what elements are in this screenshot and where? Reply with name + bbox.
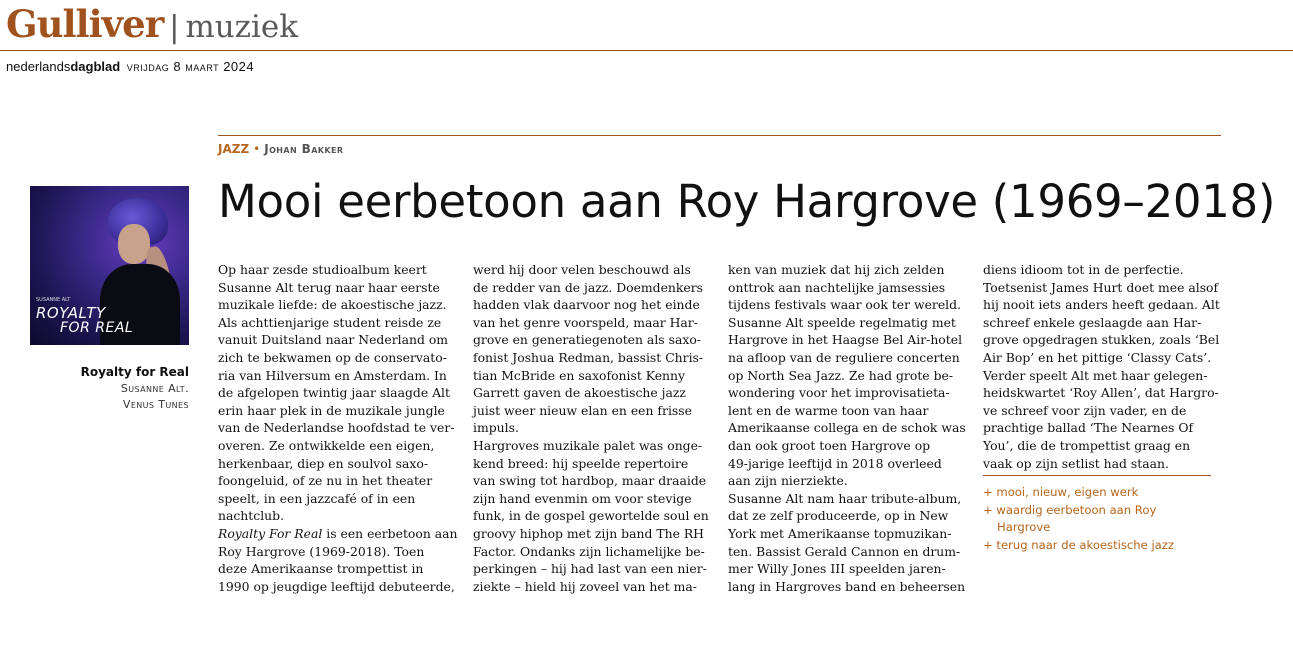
text-line: 49-jarige leeftijd in 2018 overleed (728, 455, 942, 471)
text-line: Hargroves muzikale palet was onge- (473, 437, 703, 453)
text-line: werd hij door velen beschouwd als (473, 262, 691, 277)
text-line: Royalty For Real is een eerbetoon aan (218, 525, 458, 541)
paper-name-part-1: nederlands (6, 59, 71, 74)
album-artist: Susanne Alt. (120, 382, 189, 395)
cover-title-line-1: ROYALTY (36, 304, 106, 322)
text-line: Op haar zesde studioalbum keert (218, 262, 427, 277)
text-line: de redder van de jazz. Doemdenkers (473, 279, 704, 295)
text-line: hij nooit iets anders heeft gedaan. Alt (983, 297, 1220, 313)
text-line: na afloop van de reguliere concerten (728, 349, 960, 365)
kicker-bullet: • (253, 142, 261, 156)
text-line: Garrett gaven de akoestische jazz (473, 385, 686, 401)
text-line: groovy hiphop met zijn band The RH (473, 525, 704, 541)
text-line: vanuit Duitsland naar Nederland om (218, 332, 449, 348)
text-line: tian McBride en saxofonist Kenny (473, 367, 685, 383)
verdict-item: + terug naar de akoestische jazz (983, 537, 1174, 552)
album-title: Royalty for Real (80, 365, 189, 379)
text-line: schreef enkele geslaagde aan Har- (983, 314, 1202, 330)
text-line: erin haar plek in de muzikale jungle (218, 402, 445, 418)
text-line: ria van Hilversum en Amsterdam. In (218, 367, 447, 383)
text-line: dan ook groot toen Hargrove op (728, 437, 931, 453)
genre-label: JAZZ (218, 142, 250, 156)
cover-artist-text: SUSANNE ALT (36, 297, 71, 303)
text-line: lang in Hargroves band en beheersen (728, 578, 966, 594)
text-line: van swing tot hardbop, maar draaide (473, 473, 707, 489)
verdict-item-continuation: Hargrove (997, 520, 1051, 534)
article-column-2 (473, 261, 717, 595)
album-title-italic: Royalty For Real (218, 525, 323, 541)
text-line: funk, in de gospel gewortelde soul en (473, 508, 709, 524)
text-line: van het genre voorspeld, maar Har- (473, 314, 698, 330)
text-line: zich te bekwamen op de conservato- (218, 349, 447, 365)
text-line: Factor. Ondanks zijn lichamelijke be- (473, 543, 705, 559)
masthead (6, 2, 298, 48)
text-line: Susanne Alt speelde regelmatig met (728, 314, 956, 330)
text-line: Verder speelt Alt met haar gelegen- (983, 367, 1208, 383)
text-line: perkingen – hij had last van een nier- (473, 561, 707, 577)
text-line: nachtclub. (218, 508, 285, 524)
text-line: deze Amerikaanse trompettist in (218, 561, 424, 577)
text-line: Susanne Alt terug naar haar eerste (218, 279, 440, 295)
cover-title-line-2: FOR REAL (60, 320, 134, 336)
text-line: Als achttienjarige student reisde ze (218, 314, 442, 330)
verdict-item: + waardig eerbetoon aan Roy (983, 502, 1157, 517)
text-line: van de Nederlandse hoofdstad te ver- (218, 420, 455, 436)
text-line: de afgelopen twintig jaar slaagde Alt (218, 385, 450, 401)
text-line: onttrok aan nachtelijke jamsessies (728, 279, 946, 295)
text-line: impuls. (473, 420, 519, 436)
text-line: York met Amerikaanse topmuzikan- (728, 525, 952, 541)
text-line: grove opgedragen stukken, zoals ‘Bel (983, 332, 1220, 348)
text-line: ve schreef voor zijn vader, en de (983, 402, 1187, 418)
article-column-1 (218, 261, 462, 595)
text-line: aan zijn nierziekte. (728, 473, 848, 489)
text-line: kend breed: hij speelde repertoire (473, 455, 689, 471)
text-line: herkenbaar, diep en soulvol saxo- (218, 455, 429, 471)
brand-logo[interactable]: Gulliver (6, 2, 164, 46)
paper-name-part-2: dagblad (70, 59, 121, 74)
author-name: Johan Bakker (264, 142, 344, 156)
text-line: Air Bop’ en het pittige ‘Classy Cats’. (983, 349, 1212, 365)
text-line: Susanne Alt nam haar tribute-album, (728, 490, 962, 506)
text-line: grove en generatiegenoten als saxo- (473, 332, 701, 348)
text-line: ken van muziek dat hij zich zelden (728, 262, 945, 277)
text-line: heidskwartet ‘Roy Allen’, dat Hargro- (983, 385, 1219, 401)
text-line: tijdens festivals waar ook ter wereld. (728, 297, 962, 313)
text-line: foongeluid, of ze nu in het theater (218, 473, 433, 489)
text-line: hadden vlak daarvoor nog het einde (473, 297, 700, 313)
album-cover-image (30, 186, 189, 345)
text-line: overen. Ze ontwikkelde een eigen, (218, 437, 435, 453)
text-line: wondering voor het improvisatieta- (728, 385, 950, 401)
album-label: Venus Tunes (122, 398, 189, 411)
issue-date: vrijdag 8 maart 2024 (126, 59, 255, 74)
article-column-3 (728, 261, 972, 595)
text-line: Amerikaanse collega en de schok was (728, 420, 966, 436)
kicker (218, 142, 343, 156)
text-line: speelt, in een jazzcafé of in een (218, 490, 416, 506)
masthead-rule (0, 50, 1293, 51)
text-line: zijn hand evenmin om voor stevige (473, 490, 692, 506)
text-line: Hargrove in het Haagse Bel Air-hotel (728, 332, 963, 348)
text-line: prachtige ballad ‘The Nearnes Of (983, 420, 1194, 436)
text-line: 1990 op jeugdige leeftijd debuteerde, (218, 578, 455, 594)
verdict-list (983, 484, 1174, 554)
text-line: lent en de warme toon van haar (728, 402, 929, 418)
text-line: fonist Joshua Redman, bassist Chris- (473, 349, 704, 365)
text-line: diens idioom tot in de perfectie. (983, 262, 1184, 277)
paper-line (6, 59, 254, 74)
text-line: You’, die de trompettist graag en (983, 437, 1191, 453)
text-line: op North Sea Jazz. Ze had grote be- (728, 367, 954, 383)
article-top-rule (218, 135, 1221, 136)
headline: Mooi eerbetoon aan Roy Hargrove (1969–2018) (218, 175, 1276, 228)
text-line: ten. Bassist Gerald Cannon en drum- (728, 543, 961, 559)
text-line: Roy Hargrove (1969-2018). Toen (218, 543, 425, 559)
verdict-item: + mooi, nieuw, eigen werk (983, 485, 1139, 499)
masthead-separator: | (169, 10, 180, 45)
verdict-rule (983, 475, 1211, 476)
text-line: muzikale liefde: de akoestische jazz. (218, 297, 447, 313)
text-line: vaak op zijn setlist had staan. (983, 455, 1169, 471)
text-line: ziekte – hield hij zoveel van het ma- (473, 578, 697, 594)
album-record-info (81, 364, 189, 413)
text-line: juist weer nieuw elan en een frisse (473, 402, 692, 418)
article-column-4 (983, 261, 1227, 472)
text-line: dat ze zelf produceerde, op in New (728, 508, 949, 524)
text-line: mer Willy Jones III speelden jaren- (728, 561, 946, 577)
section-name[interactable]: muziek (185, 9, 299, 45)
text-line: Toetsenist James Hurt doet mee alsof (983, 279, 1219, 295)
